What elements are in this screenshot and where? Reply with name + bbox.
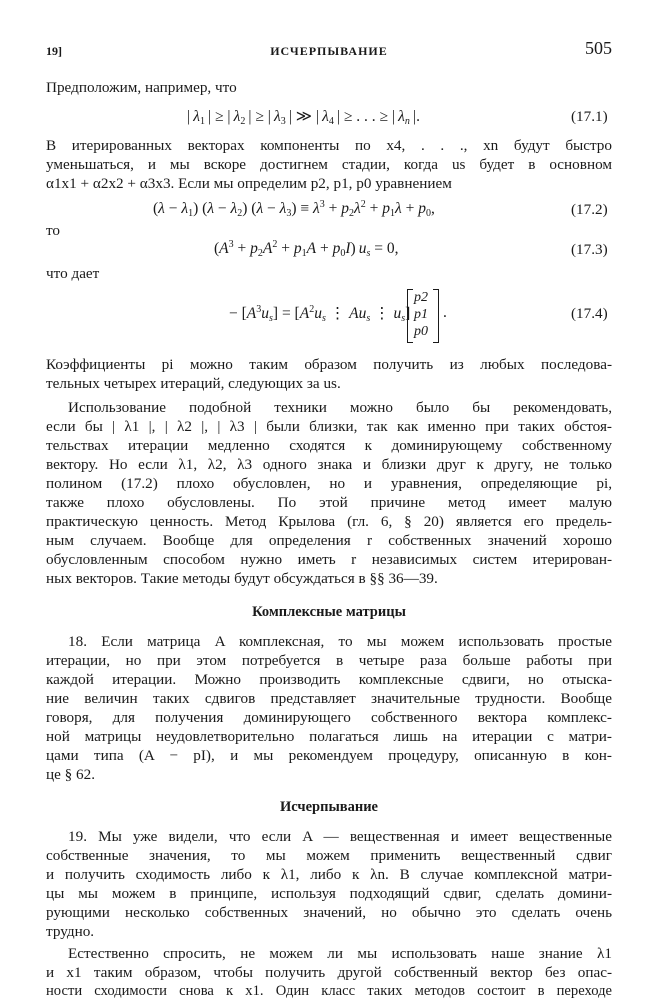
text-line: В итерированных векторах компоненты по x4, . . ., xn будут быстро xyxy=(46,137,612,154)
text-line: тельных четырех итераций, следующих за us. xyxy=(46,375,341,392)
text-line: уменьшаться, и мы вскоре достигнем стадии, когда us будет в основном xyxy=(46,156,612,173)
text-line: 18. Если матрица A комплексная, то мы можем использовать простые xyxy=(68,633,612,650)
text-line: говоря, для получения доминирующего собственного вектора комплекс- xyxy=(46,709,612,726)
vector-entry: p2 xyxy=(414,290,428,305)
section-heading: Исчерпывание xyxy=(279,799,378,815)
text-line: собственные значения, то мы можем применить вещественный сдвиг xyxy=(46,847,612,864)
text-line: ной матрицы неудовлетворительно полагаться лишь на итерации с матри- xyxy=(46,728,612,745)
text-line: ным случаем. Вообще для определения r собственных значений хорошо xyxy=(46,532,612,549)
running-header xyxy=(46,40,612,64)
equation-number: (17.3) xyxy=(571,241,608,258)
coefficient-vector xyxy=(407,289,439,343)
equation-number: (17.4) xyxy=(571,305,608,322)
text-line: также плохо обусловлены. По этой причине метод имеет малую xyxy=(46,494,612,511)
book-page: 19] ИСЧЕРПЫВАНИЕ 505 Предположим, например, что | $\lambda_1$ | ≥ | $\lambda_2$ | ≥ | $\lambda_3$ | ≫ | $\lambda_4$ | ≥ . . . ≥ | $\lambda_n$ |. (17.1) В итерированных векторах компоненты по x4, . . ., xn будут быстро уменьшаться, и мы вскоре достигнем стадии, когда us будет в основном α1x1 + α2x2 + α3x3. Если мы определим p2, p1, p0 уравнением $(\lambda - \lambda_1)$ $(\lambda - \lambda_2)$ $(\lambda - \lambda_3) \equiv \lambda^3 + p_2\lambda^2 + p_1\lambda + p_0$, (17.2) то $(A^3 + p_2A^2 + p_1A + p_0I) u_s = 0$, (17.3) что дает − $[A^3u_s] = [A^2u_s$ ⋮ $Au_s$ ⋮ $u_s$] p2 p1 p0 . (17.4) Коэффициенты pi можно таким образом получить из любых последова- тельных четырех итераций, следующих за us. Использование подобной техники можно было бы рекомендовать, если бы | λ1 |, | λ2 |, | λ3 | были близки, так как именно при таких обстоя- тельствах итерации медленно сходятся к доминирующему собственному вектору. Но если λ1, λ2, λ3 одного знака и близки друг к другу, не только полином (17.2) плохо обусловлен, но и уравнения, определяющие pi, также плохо обусловлены. По этой причине метод имеет малую практическую ценность. Метод Крылова (гл. 6, § 20) является его предель- ным случаем. Вообще для определения r собственных значений хорошо обусловленным способом нужно иметь r независимых систем итерирован- ных векторов. Такие методы будут обсуждаться в §§ 36—39. Комплексные матрицы 18. Если матрица A комплексная, то мы можем использовать простые итерации, но при этом потребуется в четыре раза больше работы при каждой итерации. Можно производить комплексные сдвиги, но отыска- ние величин таких сдвигов представляет значительные трудности. Вообще говоря, для получения доминирующего собственного вектора комплекс- ной матрицы неудовлетворительно полагаться лишь на итерации с матри- цами типа (A − pI), и мы рекомендуем процедуру, описанную в кон- це § 62. Исчерпывание 19. Мы уже видели, что если A — вещественная и имеет вещественные собственные значения, то мы можем применить вещественный сдвиг и получить сходимость либо к λ1, либо к λn. В случае комплексной матри- цы мы можем в принципе, используя подходящий сдвиг, сделать домини- рующими несколько собственных значений, но обычно это сделать очень трудно. Естественно спросить, не можем ли мы использовать наше знание λ1 и x1 таким образом, чтобы получить другой собственный вектор без опас- ности сходимости снова к x1. Один класс таких методов состоит в переходе xyxy=(46,38,612,999)
text-line: то xyxy=(46,222,61,239)
text-line: трудно. xyxy=(46,923,95,940)
text-line: цы мы можем в принципе, используя подходящий сдвиг, сделать домини- xyxy=(46,885,612,902)
text-line: что дает xyxy=(46,265,100,282)
equation-number: (17.2) xyxy=(571,201,608,218)
right-bracket xyxy=(433,289,439,343)
equation-17-2: $(\lambda - \lambda_1)$ $(\lambda - \lambda_2)$ $(\lambda - \lambda_3) \equiv \lambda^3 + p_2\lambda^2 + p_1\lambda + p_0$, xyxy=(153,199,435,219)
text-line: и получить сходимость либо к λ1, либо к λn. В случае комплексной матри- xyxy=(46,866,612,883)
text-line: и x1 таким образом, чтобы получить другой собственный вектор без опас- xyxy=(46,964,612,981)
page-number: 505 xyxy=(585,38,612,58)
text-line: Использование подобной техники можно было бы рекомендовать, xyxy=(68,399,612,416)
text-line: вектору. Но если λ1, λ2, λ3 одного знака и близки друг к другу, не только xyxy=(46,456,612,473)
text-line: итерации, но при этом потребуется в четыре раза больше работы при xyxy=(46,652,612,669)
left-bracket xyxy=(407,289,413,343)
equation-number: (17.1) xyxy=(571,108,608,125)
header-running-title: ИСЧЕРПЫВАНИЕ xyxy=(270,44,388,58)
equation-17-3: $(A^3 + p_2A^2 + p_1A + p_0I) u_s = 0$, xyxy=(214,239,399,259)
vector-entry: p0 xyxy=(414,324,428,339)
text-line: 19. Мы уже видели, что если A — вещественная и имеет вещественные xyxy=(68,828,612,845)
text-line: обусловленным способом нужно иметь r независимых систем итерирован- xyxy=(46,551,612,568)
vector-entry: p1 xyxy=(414,307,428,322)
header-section-ref: 19] xyxy=(46,44,62,58)
text-line: каждой итерации. Можно производить комплексные сдвиги, но отыска- xyxy=(46,671,612,688)
equation-17-4: − $[A^3u_s] = [A^2u_s$ ⋮ $Au_s$ ⋮ $u_s$] xyxy=(229,304,411,324)
text-line: α1x1 + α2x2 + α3x3. Если мы определим p2, p1, p0 уравнением xyxy=(46,175,452,192)
text-line: тельствах итерации медленно сходятся к доминирующему собственному xyxy=(46,437,612,454)
text-line: Естественно спросить, не можем ли мы использовать наше знание λ1 xyxy=(68,945,612,962)
text-line: Предположим, например, что xyxy=(46,79,237,96)
equation-17-1: | $\lambda_1$ | ≥ | $\lambda_2$ | ≥ | $\lambda_3$ | ≫ | $\lambda_4$ | ≥ . . . ≥ | $\lambda_n$ |. xyxy=(187,108,420,127)
text-line: ных векторов. Такие методы будут обсуждаться в §§ 36—39. xyxy=(46,570,438,587)
text-line: Коэффициенты pi можно таким образом получить из любых последова- xyxy=(46,356,612,373)
text-line: рующими несколько собственных значений, но обычно это сделать очень xyxy=(46,904,612,921)
text-line: це § 62. xyxy=(46,766,96,783)
text-line: ние величин таких сдвигов представляет значительные трудности. Вообще xyxy=(46,690,612,707)
text-line: полином (17.2) плохо обусловлен, но и уравнения, определяющие pi, xyxy=(46,475,612,492)
text-line: практическую ценность. Метод Крылова (гл. 6, § 20) является его предель- xyxy=(46,513,612,530)
text-line: цами типа (A − pI), и мы рекомендуем процедуру, описанную в кон- xyxy=(46,747,612,764)
text-line: ности сходимости снова к x1. Один класс таких методов состоит в переходе xyxy=(46,983,612,999)
text-line: если бы | λ1 |, | λ2 |, | λ3 | были близки, так как именно при таких обстоя- xyxy=(46,418,612,435)
section-heading: Комплексные матрицы xyxy=(252,604,406,620)
